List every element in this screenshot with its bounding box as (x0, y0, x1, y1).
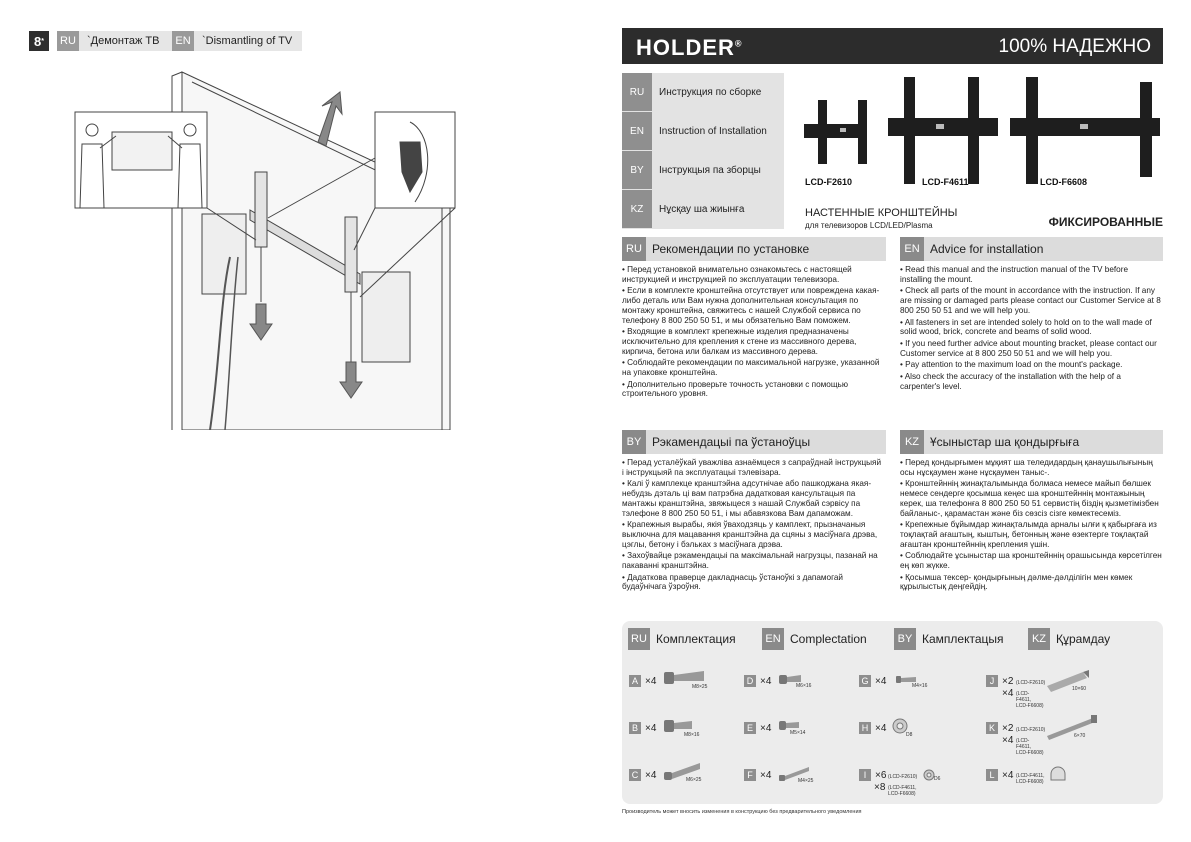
menu-label: Инструкция по сборке (659, 86, 762, 98)
menu-label: Instruction of Installation (659, 125, 767, 137)
section-by-header (622, 430, 886, 454)
advice-item: • Pay attention to the maximum load on the mount's package. (900, 360, 1123, 370)
kit-code: EN (762, 628, 784, 650)
lang-ru-label: `Демонтаж ТВ (79, 31, 183, 51)
kit-tabs (628, 628, 1158, 650)
advice-item: • Қосымша тексер- қондырғының дәлме-дәлділігін мен көмек құрылыстық деңгейдің. (900, 572, 1133, 592)
advice-item: • Перед установкой внимательно ознакомьтесь с настоящей инструкцией и инструкцией по эксплуатации телевизора. (622, 265, 852, 284)
advice-item: • Read this manual and the instruction manual of the TV before installing the mount. (900, 265, 1129, 284)
advice-item: • Крапежныя вырабы, якія ўваходзяць у камплект, прызначаныя выключна для мацавання кранштэйна да сцяны з масіўнага дрэва, цэглы, бетону і бэльках з масіўнага дрэва. (622, 520, 878, 549)
part-qty2-model: (LCD-F4611, LCD-F6608) (1016, 738, 1044, 756)
section-en-header (900, 237, 1163, 261)
advice-item: • Check all parts of the mount in accordance with the instruction. If any are missing or damaged parts please contact our Customer Service at 8 800 250 50 51 and we will help you. (900, 286, 1161, 315)
part-qty2: ×4 (1002, 688, 1014, 699)
lang-ru-code: RU (57, 31, 79, 51)
advice-item: • All fasteners in set are intended solely to hold on to the wall made of solid wood, brick, concrete and beams of solid wood. (900, 317, 1152, 337)
step-number (29, 31, 49, 51)
section-code: RU (622, 237, 646, 261)
model-label: LCD-F2610 (805, 177, 853, 187)
part-i (859, 769, 886, 781)
part-letter: G (859, 675, 871, 687)
part-qty2-model: (LCD-F4611, LCD-F6608) (888, 785, 917, 797)
part-qty: ×4 (645, 675, 657, 687)
part-size: M6×25 (686, 777, 702, 783)
part-a (629, 675, 656, 687)
part-qty-model: (LCD-F2610) (1016, 727, 1046, 733)
section-title: Advice for installation (930, 242, 1044, 256)
lang-en-label: `Dismantling of TV (194, 31, 302, 51)
advice-item: • Входящие в комплект крепежные изделия предназначены исключительно для крепления к стене из массивного дерева, кирпича, бетона или балкам из массивного дерева. (622, 327, 857, 356)
step-number-sup: * (41, 37, 44, 45)
part-letter: B (629, 722, 641, 734)
bracket-models-illustration (800, 72, 1163, 184)
kit-tab-kz (1028, 628, 1158, 650)
menu-item-en[interactable] (622, 112, 784, 150)
part-size: M4×25 (798, 778, 814, 784)
part-l (986, 769, 1013, 781)
menu-item-by[interactable] (622, 151, 784, 189)
part-qty: ×4 (760, 675, 772, 687)
part-qty2-model: (LCD-F4611, LCD-F6608) (1016, 691, 1044, 709)
advice-item: • Соблюдайте ұсыныстар ша кронштейннің орашысында көрсетілген ең көп жүкке. (900, 551, 1162, 571)
part-letter: F (744, 769, 756, 781)
advice-item: • Если в комплекте кронштейна отсутствует или повреждена какая-либо деталь или Вам нужна дополнительная консультация по монтажу кронштейна, свяжитесь с нашей Службой сервиса по телефону 8 800 250 50 51, и мы обязательно Вам поможем. (622, 286, 880, 325)
advice-item: • Also check the accuracy of the installation with the help of a carpenter's level. (900, 372, 1121, 391)
part-qty: ×4 (645, 722, 657, 734)
kit-label: Комплектация (656, 632, 736, 646)
advice-item: • Захоўвайце рэкамендацыі па максімальнай нагрузцы, пазанай на пакаванні кранштэйна. (622, 551, 878, 571)
advice-item: • Калі ў камплекце кранштэйна адсутнічае або пашкоджана якая-небудзь дэталь ці вам патрэбна дадатковая кансультацыя па мантажы кранштэйна, звяжыцеся з нашай Службай сэрвісу па тэлефоне 8 800 250 50 51, і мы абавязкова Вам дапаможам. (622, 479, 872, 518)
advice-item: • Дадаткова праверце дакладнасць ўстаноўкі з дапамогай будаўнічага ўзроўня. (622, 572, 844, 592)
kit-label: Камплектацыя (922, 632, 1004, 646)
part-qty-model: (LCD-F2610) (1016, 680, 1046, 686)
kit-label: Құрамдау (1056, 632, 1111, 646)
logo-reg: ® (734, 38, 743, 49)
kit-code: BY (894, 628, 916, 650)
cap-icon (1048, 764, 1068, 784)
section-code: BY (622, 430, 646, 454)
footer-note: Производитель может вносить изменения в конструкцию без предварительного уведомления (622, 809, 862, 815)
kit-code: RU (628, 628, 650, 650)
brand-logo (636, 35, 743, 61)
kit-label: Complectation (790, 632, 867, 646)
part-size: M6×16 (796, 683, 812, 689)
part-d (744, 675, 771, 687)
menu-code: BY (622, 151, 652, 189)
advice-item: • Перед қондырғымен мұқият ша теледидардың қанаушылығының осы нұсқаумен және нұсқаумен таныс-. (900, 458, 1153, 477)
section-code: EN (900, 237, 924, 261)
menu-item-kz[interactable] (622, 190, 784, 228)
part-letter: A (629, 675, 641, 687)
part-letter: I (859, 769, 871, 781)
part-e (744, 722, 771, 734)
menu-label: Нұсқау ша жиынға (659, 203, 745, 215)
screw-6x70-icon (1045, 714, 1099, 740)
menu-item-ru[interactable] (622, 73, 784, 111)
lang-en-code: EN (172, 31, 194, 51)
part-qty-model: (LCD-F4611, LCD-F6608) (1016, 773, 1045, 785)
part-letter: C (629, 769, 641, 781)
part-c (629, 769, 656, 781)
part-size: 6×70 (1074, 733, 1086, 739)
product-subtitle: для телевизоров LCD/LED/Plasma (805, 221, 933, 230)
model-label: LCD-F4611 (922, 177, 969, 187)
part-qty2: ×4 (1002, 735, 1014, 746)
menu-code: KZ (622, 190, 652, 228)
dismantling-illustration (70, 62, 470, 430)
part-qty2: ×8 (874, 782, 886, 793)
part-letter: K (986, 722, 998, 734)
advice-item: • Крепежные бұйымдар жинақталымда арналы ылғи қ қабырғаға из тоқлақтай ағаштың, кыштың, бетонның және өзектерге тоқлақтай ағаштан кронштейннің крепления үшін. (900, 520, 1157, 549)
kit-tab-by (894, 628, 1028, 650)
part-letter: L (986, 769, 998, 781)
part-size: D6 (934, 776, 941, 782)
part-size: M8×25 (692, 684, 708, 690)
logo-text: HOLDER (636, 35, 735, 60)
part-letter: D (744, 675, 756, 687)
part-letter: J (986, 675, 998, 687)
part-qty: ×6 (875, 769, 887, 781)
section-by-body (622, 458, 884, 594)
advice-item: • Кронштейннің жинақталымында болмаса немесе майып бөлшек немесе сендерге қосымша кеңес ша кронштейннің монтажының керек, ша телефонға 8 800 250 50 51 сервистің біздің қызметімізбен байланыс-, қарамастан және біз сөзсіз сізге көмектесеміз. (900, 479, 1159, 518)
menu-label: Інструкцыя па зборцы (659, 164, 761, 176)
part-qty: ×2 (1002, 722, 1014, 734)
part-qty: ×2 (1002, 675, 1014, 687)
kit-tab-en (762, 628, 894, 650)
part-letter: H (859, 722, 871, 734)
part-qty: ×4 (875, 722, 887, 734)
product-title: НАСТЕННЫЕ КРОНШТЕЙНЫ (805, 207, 958, 219)
part-size: M8×16 (684, 732, 700, 738)
part-h (859, 722, 886, 734)
section-en-body (900, 265, 1162, 393)
part-qty: ×4 (760, 769, 772, 781)
part-qty: ×4 (645, 769, 657, 781)
part-g (859, 675, 886, 687)
part-j (986, 675, 1013, 687)
advice-item: • Дополнительно проверьте точность установки с помощью строительного уровня. (622, 379, 848, 399)
menu-code: EN (622, 112, 652, 150)
slogan: 100% НАДЕЖНО (998, 36, 1151, 57)
kit-tab-ru (628, 628, 762, 650)
section-code: KZ (900, 430, 924, 454)
part-f (744, 769, 771, 781)
product-type: ФИКСИРОВАННЫЕ (1048, 215, 1163, 229)
part-size: 10×60 (1072, 686, 1087, 692)
section-kz-body (900, 458, 1162, 594)
part-qty: ×4 (1002, 769, 1014, 781)
part-size: M4×16 (912, 683, 928, 689)
advice-item: • Соблюдайте рекомендации по максимальной нагрузке, указанной на упаковке кронштейна. (622, 358, 880, 378)
part-size: M5×14 (790, 730, 806, 736)
section-title: Рекомендации по установке (652, 242, 810, 256)
part-size: D8 (906, 732, 913, 738)
section-ru-header (622, 237, 886, 261)
kit-code: KZ (1028, 628, 1050, 650)
lang-ru-chip (57, 31, 183, 51)
part-k (986, 722, 1013, 734)
model-label: LCD-F6608 (1040, 177, 1088, 187)
section-ru-body (622, 265, 884, 401)
step-number-value: 8 (34, 33, 42, 49)
section-kz-header (900, 430, 1163, 454)
part-qty: ×4 (760, 722, 772, 734)
part-letter: E (744, 722, 756, 734)
part-qty-model: (LCD-F2610) (888, 774, 918, 780)
part-b (629, 722, 656, 734)
lang-en-chip (172, 31, 302, 51)
advice-item: • Перад усталёўкай уважліва азнаёмцеся з сапраўднай інструкцыяй і інструкцыяй па эксплуатацыі тэлевізара. (622, 458, 882, 477)
section-title: Рэкамендацыі па ўстаноўцы (652, 435, 811, 449)
part-qty: ×4 (875, 675, 887, 687)
advice-item: • If you need further advice about mounting bracket, please contact our Customer service at 8 800 250 50 51 and we will help you. (900, 338, 1157, 358)
section-title: Ұсыныстар ша қондырғыға (930, 435, 1080, 449)
menu-code: RU (622, 73, 652, 111)
